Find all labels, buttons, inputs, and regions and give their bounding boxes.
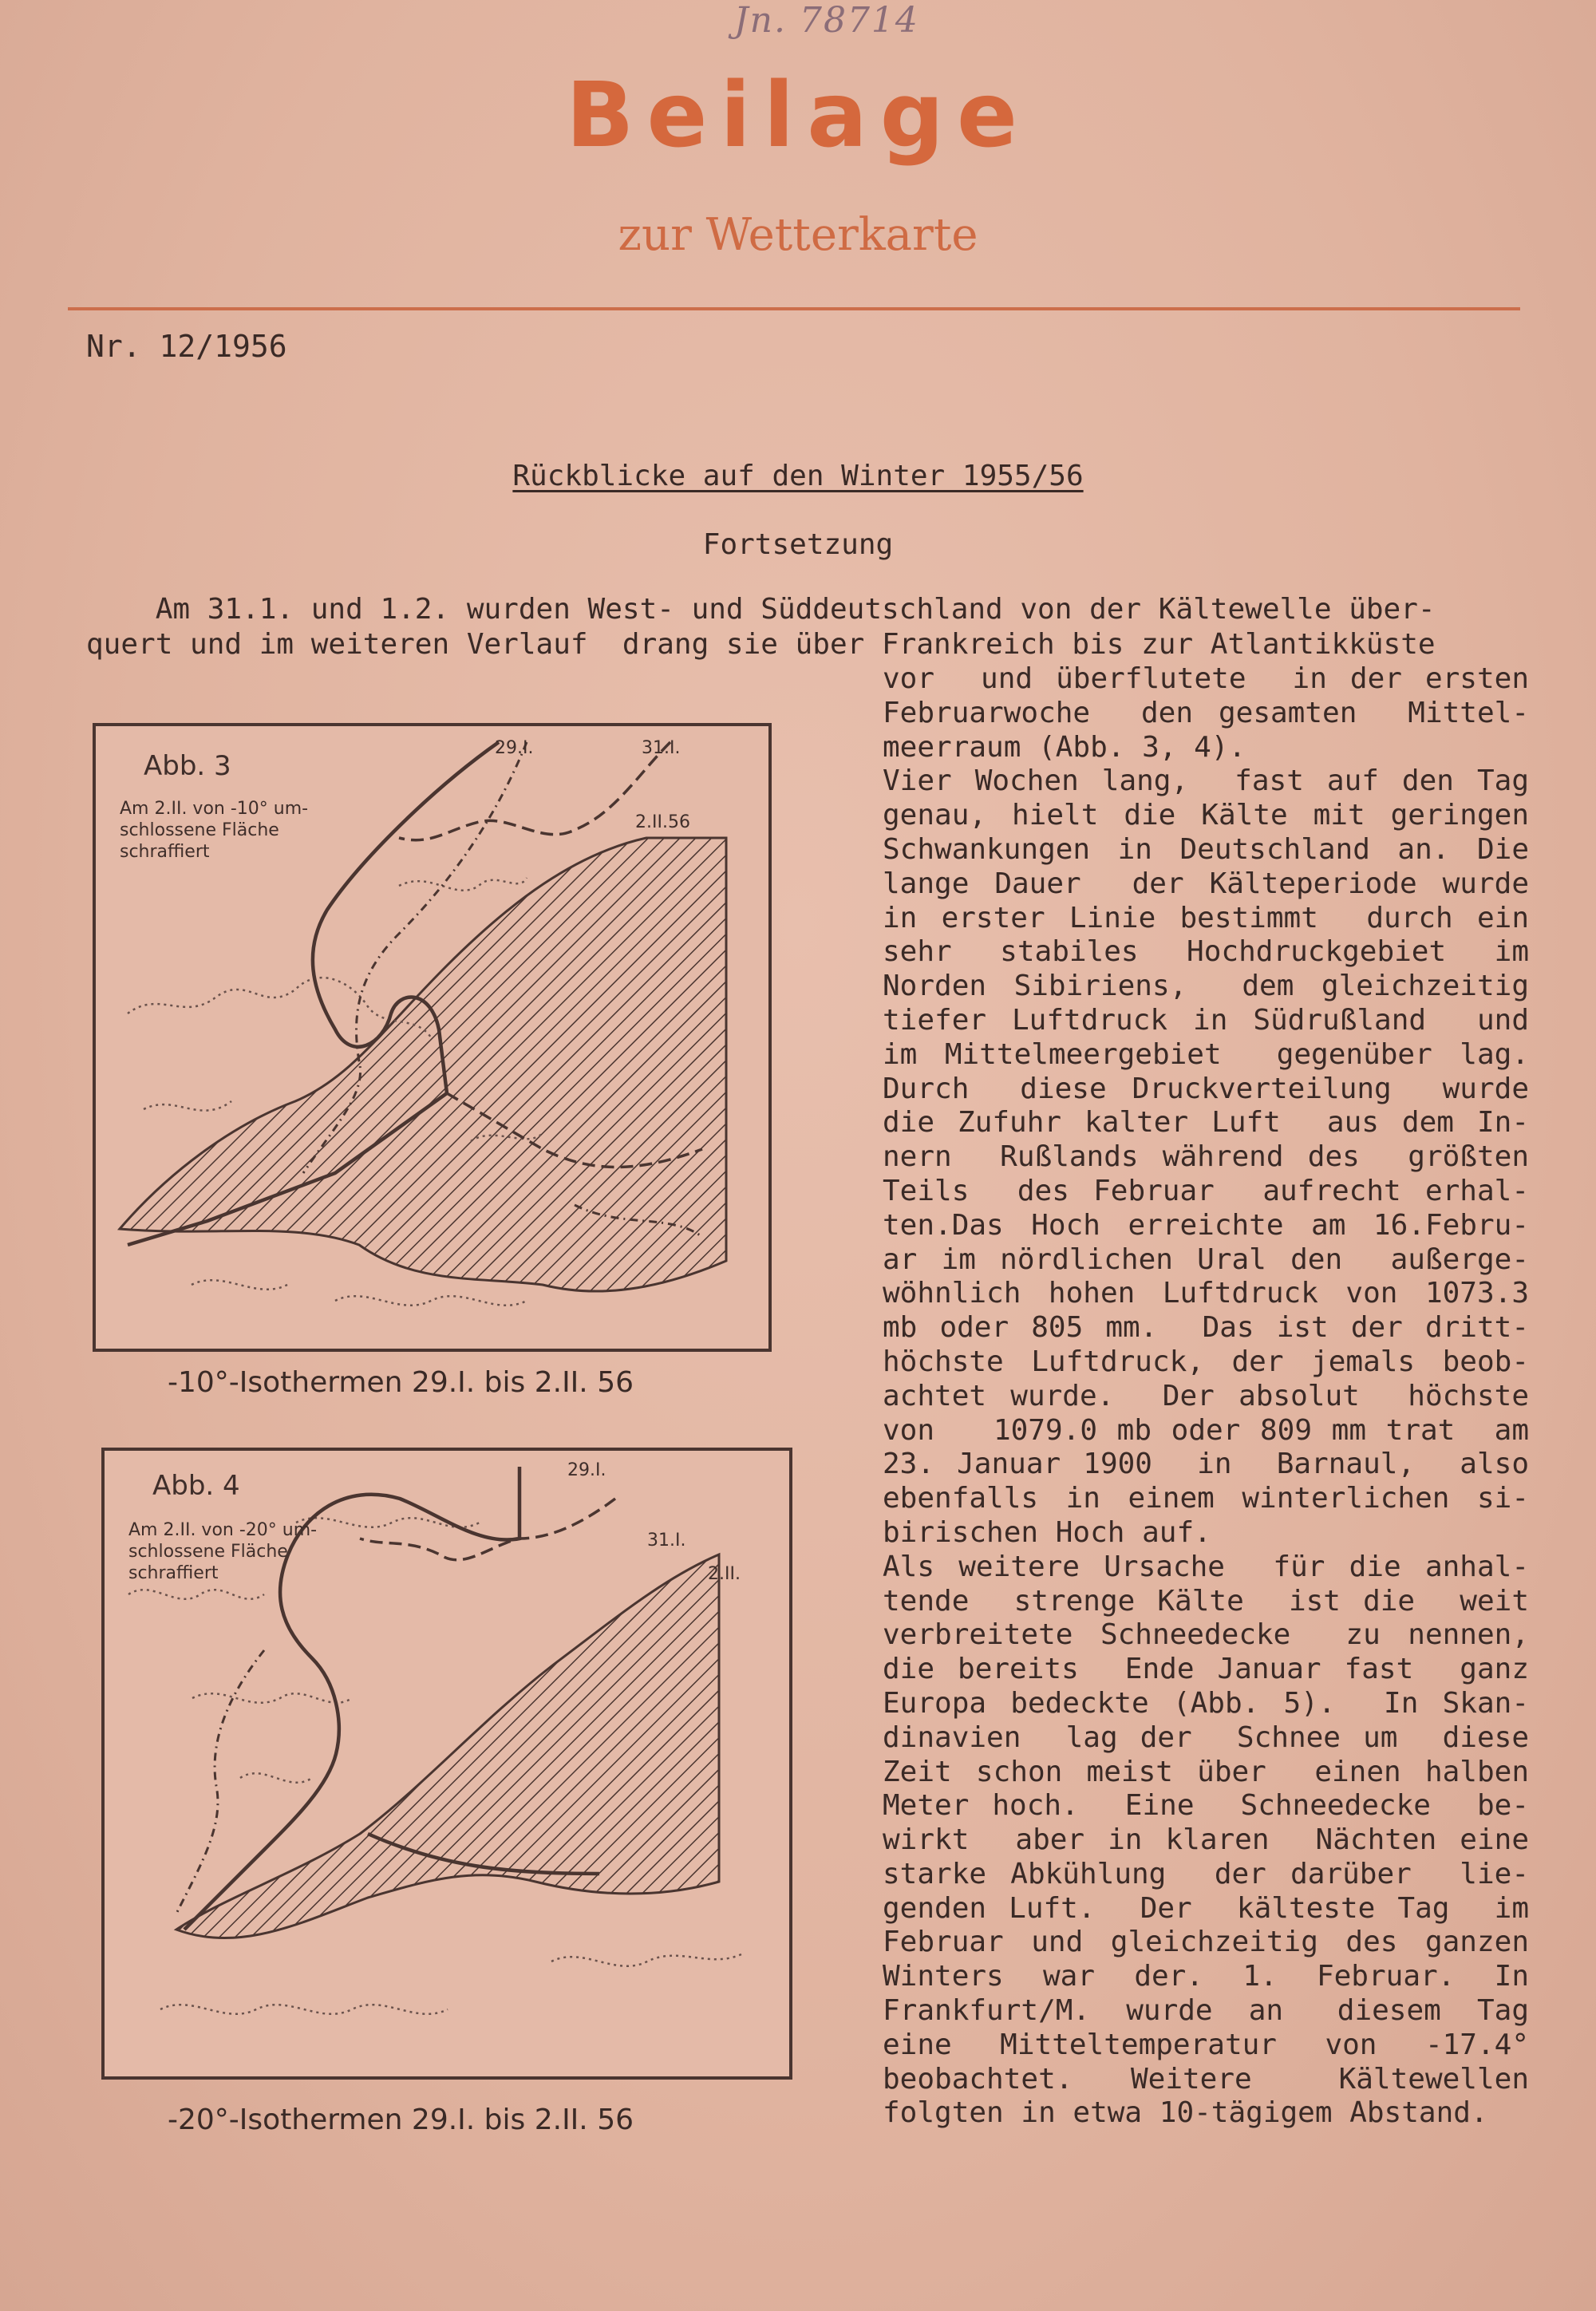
text-line: Durch diese Druckverteilung wurde bbox=[883, 1072, 1529, 1105]
text-line: tiefer Luftdruck in Südrußland und bbox=[883, 1003, 1529, 1037]
text-line: achtet wurde. Der absolut höchste bbox=[883, 1379, 1529, 1412]
text-line: wöhnlich hohen Luftdruck von 1073.3 bbox=[883, 1277, 1529, 1310]
figure-caption-abb-4: -20°-Isothermen 29.I. bis 2.II. 56 bbox=[168, 2104, 634, 2136]
text-line: starke Abkühlung der darüber lie- bbox=[883, 1857, 1529, 1890]
intro-line: quert und im weiteren Verlauf drang sie über Frankreich bis zur Atlantikküste bbox=[86, 628, 1436, 661]
text-line: ten.Das Hoch erreichte am 16.Febru- bbox=[883, 1208, 1529, 1242]
text-line: nern Rußlands während des größten bbox=[883, 1140, 1529, 1174]
figure-description-line: schraffiert bbox=[128, 1563, 219, 1583]
isotherm-date-label: 29.I. bbox=[567, 1460, 606, 1480]
figure-description bbox=[120, 798, 308, 863]
isotherm-date-label: 2.II. bbox=[708, 1564, 741, 1584]
figure-abb-4 bbox=[101, 1448, 792, 2080]
isotherm-date-label: 2.II.56 bbox=[635, 812, 690, 832]
figure-caption-abb-3: -10°-Isothermen 29.I. bis 2.II. 56 bbox=[168, 1366, 634, 1399]
header-divider bbox=[68, 307, 1520, 310]
text-line: ar im nördlichen Ural den außerge- bbox=[883, 1242, 1529, 1276]
text-line: birischen Hoch auf. bbox=[883, 1515, 1211, 1549]
text-line: Meter hoch. Eine Schneedecke be- bbox=[883, 1789, 1529, 1823]
text-line: dinavien lag der Schnee um diese bbox=[883, 1720, 1529, 1754]
text-line: genau, hielt die Kälte mit geringen bbox=[883, 799, 1529, 832]
text-line: Teils des Februar aufrecht erhal- bbox=[883, 1174, 1529, 1207]
text-line: 23. Januar 1900 in Barnaul, also bbox=[883, 1448, 1529, 1481]
text-line: im Mittelmeergebiet gegenüber lag. bbox=[883, 1037, 1529, 1071]
text-line: beobachtet. Weitere Kältewellen bbox=[883, 2062, 1529, 2096]
article-continuation: Fortsetzung bbox=[702, 528, 894, 561]
text-line: höchste Luftdruck, der jemals beob- bbox=[883, 1345, 1529, 1378]
text-line: wirkt aber in klaren Nächten eine bbox=[883, 1823, 1529, 1857]
isotherm-31-I bbox=[360, 1499, 615, 1560]
text-line: in erster Linie bestimmt durch ein bbox=[883, 901, 1529, 934]
hatched-region bbox=[176, 1554, 719, 1938]
hatched-region bbox=[120, 838, 726, 1291]
page-subtitle: zur Wetterkarte bbox=[618, 209, 978, 261]
text-line: Frankfurt/M. wurde an diesem Tag bbox=[883, 1994, 1529, 2028]
article-heading: Rückblicke auf den Winter 1955/56 bbox=[512, 460, 1084, 492]
text-line: die bereits Ende Januar fast ganz bbox=[883, 1653, 1529, 1686]
text-line: ebenfalls in einem winterlichen si- bbox=[883, 1482, 1529, 1515]
text-line: lange Dauer der Kälteperiode wurde bbox=[883, 867, 1529, 900]
figure-description-line: Am 2.II. von -20° um- bbox=[128, 1520, 318, 1540]
figure-abb-3 bbox=[93, 723, 772, 1352]
text-line: tende strenge Kälte ist die weit bbox=[883, 1584, 1529, 1618]
text-line: Als weitere Ursache für die anhal- bbox=[883, 1550, 1529, 1583]
intro-line: Am 31.1. und 1.2. wurden West- und Süddeutschland von der Kältewelle über- bbox=[86, 593, 1436, 626]
figure-label: Abb. 3 bbox=[144, 750, 231, 782]
text-line: vor und überflutete in der ersten bbox=[883, 662, 1529, 695]
text-line: verbreitete Schneedecke zu nennen, bbox=[883, 1618, 1529, 1652]
text-line: folgten in etwa 10-tägigem Abstand. bbox=[883, 2096, 1488, 2130]
text-line: Norden Sibiriens, dem gleichzeitig bbox=[883, 970, 1529, 1003]
archive-handwritten-note: Jn. 78714 bbox=[734, 0, 919, 41]
figure-description bbox=[128, 1519, 317, 1584]
page-title: Beilage bbox=[566, 64, 1030, 168]
text-line: mb oder 805 mm. Das ist der dritt- bbox=[883, 1311, 1529, 1345]
figure-description-line: schlossene Fläche bbox=[128, 1542, 288, 1562]
text-line: sehr stabiles Hochdruckgebiet im bbox=[883, 935, 1529, 969]
figure-description-line: schraffiert bbox=[120, 842, 210, 862]
text-line: Vier Wochen lang, fast auf den Tag bbox=[883, 764, 1529, 798]
article-text-column bbox=[883, 662, 1529, 2131]
text-line: Winters war der. 1. Februar. In bbox=[883, 1960, 1529, 1993]
isotherm-date-label: 31.I. bbox=[642, 738, 681, 758]
figure-description-line: Am 2.II. von -10° um- bbox=[120, 799, 309, 819]
text-line: Europa bedeckte (Abb. 5). In Skan- bbox=[883, 1686, 1529, 1720]
text-line: von 1079.0 mb oder 809 mm trat am bbox=[883, 1413, 1529, 1447]
issue-number: Nr. 12/1956 bbox=[86, 329, 287, 364]
article-intro bbox=[86, 592, 1523, 662]
text-line: Februar und gleichzeitig des ganzen bbox=[883, 1926, 1529, 1959]
text-line: Schwankungen in Deutschland an. Die bbox=[883, 832, 1529, 866]
text-line: eine Mitteltemperatur von -17.4° bbox=[883, 2028, 1529, 2061]
figure-label: Abb. 4 bbox=[152, 1470, 240, 1502]
isotherm-2-II bbox=[176, 1650, 264, 1914]
text-line: genden Luft. Der kälteste Tag im bbox=[883, 1891, 1529, 1925]
text-line: Februarwoche den gesamten Mittel- bbox=[883, 696, 1529, 729]
isotherm-date-label: 31.I. bbox=[647, 1531, 686, 1551]
text-line: Zeit schon meist über einen halben bbox=[883, 1755, 1529, 1788]
isotherm-date-label: 29.I. bbox=[495, 738, 534, 758]
text-line: die Zufuhr kalter Luft aus dem In- bbox=[883, 1106, 1529, 1140]
figure-description-line: schlossene Fläche bbox=[120, 820, 279, 840]
text-line: meerraum (Abb. 3, 4). bbox=[883, 730, 1246, 764]
